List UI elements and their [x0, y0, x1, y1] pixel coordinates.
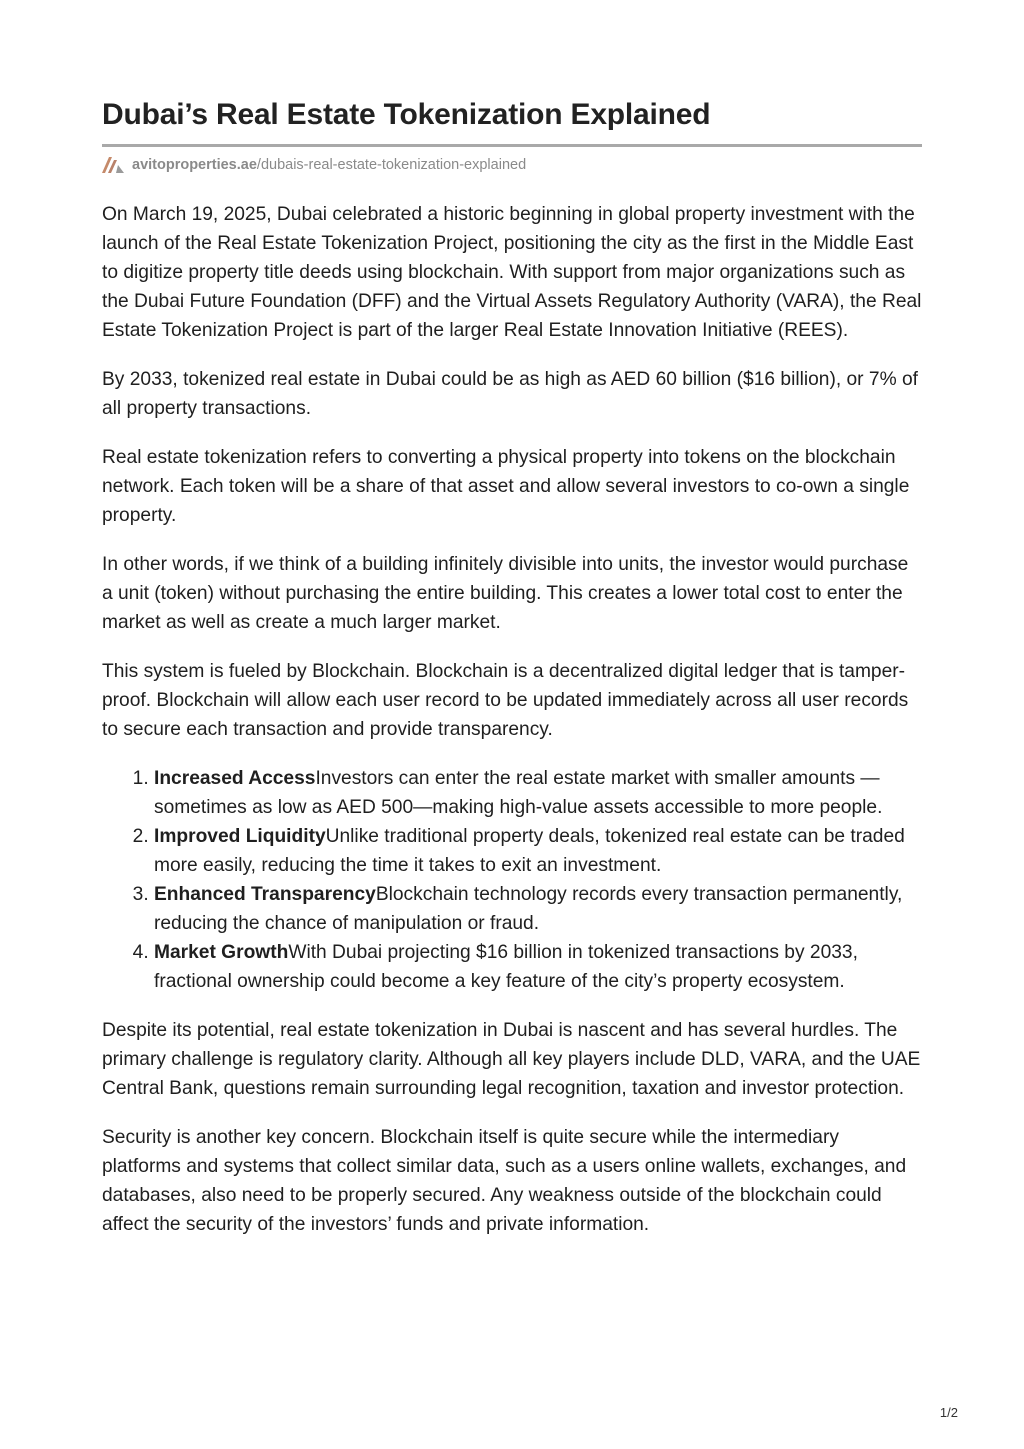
benefit-text: With Dubai projecting $16 billion in tokenized transactions by 2033, fractional ownership could become a key feature of the city’s property ecosystem. [154, 942, 858, 992]
benefits-list [102, 764, 922, 996]
page-title: Dubai’s Real Estate Tokenization Explained [102, 98, 711, 131]
benefit-text: Investors can enter the real estate market with smaller amounts —sometimes as low as AED 500—making high-value assets accessible to more people. [154, 768, 883, 818]
paragraph: In other words, if we think of a building infinitely divisible into units, the investor would purchase a unit (token) without purchasing the entire building. This creates a lower total cost to enter the market as well as create a much larger market. [102, 554, 909, 633]
benefit-heading: Enhanced Transparency [154, 884, 376, 905]
list-item [154, 880, 922, 938]
benefit-heading: Market Growth [154, 942, 289, 963]
list-item [154, 822, 922, 880]
paragraph: Despite its potential, real estate tokenization in Dubai is nascent and has several hurdles. The primary challenge is regulatory clarity. Although all key players include DLD, VARA, and the UAE Central Bank, questions remain surrounding legal recognition, taxation and investor protection. [102, 1020, 921, 1099]
paragraph: By 2033, tokenized real estate in Dubai could be as high as AED 60 billion ($16 billion), or 7% of all property transactions. [102, 369, 918, 419]
list-item [154, 764, 922, 822]
article-body [102, 200, 922, 1239]
benefit-heading: Increased Access [154, 768, 316, 789]
document-page [102, 96, 922, 1259]
benefit-heading: Improved Liquidity [154, 826, 326, 847]
source-link[interactable] [102, 156, 922, 174]
paragraph: This system is fueled by Blockchain. Blockchain is a decentralized digital ledger that is tamper-proof. Blockchain will allow each user record to be updated immediately across all user records to secure each transaction and provide transparency. [102, 661, 909, 740]
page-number: 1/2 [939, 1405, 958, 1420]
paragraph: Security is another key concern. Blockchain itself is quite secure while the intermediary platforms and systems that collect similar data, such as a users online wallets, exchanges, and databases, also need to be properly secured. Any weakness outside of the blockchain could affect the security of the investors’ funds and private information. [102, 1127, 907, 1235]
benefit-text: Blockchain technology records every transaction permanently, reducing the chance of manipulation or fraud. [154, 884, 903, 934]
source-path: /dubais-real-estate-tokenization-explained [256, 157, 527, 173]
benefit-text: Unlike traditional property deals, tokenized real estate can be traded more easily, reducing the time it takes to exit an investment. [154, 826, 905, 876]
paragraph: Real estate tokenization refers to converting a physical property into tokens on the blockchain network. Each token will be a share of that asset and allow several investors to co-own a single property. [102, 447, 910, 526]
list-item [154, 938, 922, 996]
avito-logo-icon [102, 157, 124, 173]
title-divider [102, 144, 922, 147]
source-domain: avitoproperties.ae [132, 157, 257, 173]
paragraph: On March 19, 2025, Dubai celebrated a historic beginning in global property investment with the launch of the Real Estate Tokenization Project, positioning the city as the first in the Middle East to digitize property title deeds using blockchain. With support from major organizations such as the Dubai Future Foundation (DFF) and the Virtual Assets Regulatory Authority (VARA), the Real Estate Tokenization Project is part of the larger Real Estate Innovation Initiative (REES). [102, 204, 922, 341]
